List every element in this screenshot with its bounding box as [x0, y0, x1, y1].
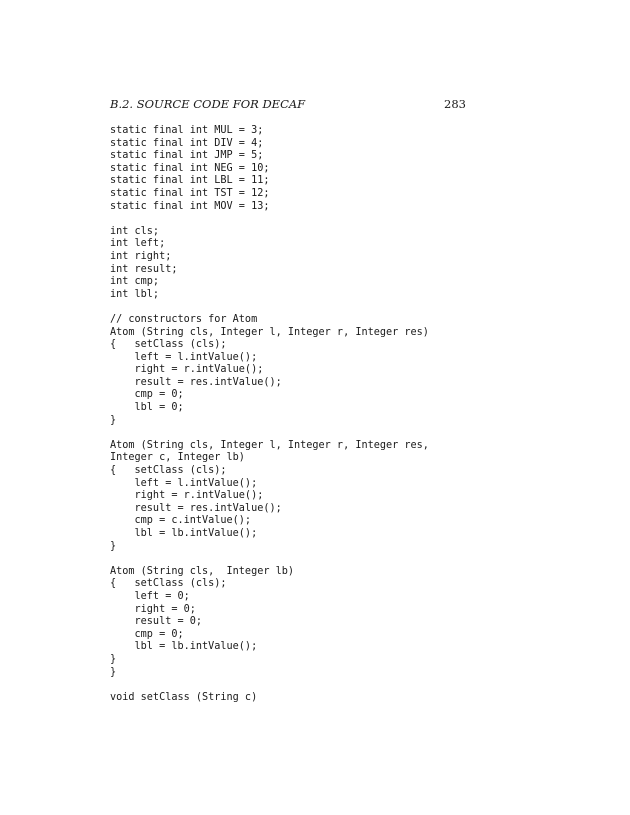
code-line: // constructors for Atom — [110, 313, 258, 325]
code-line: Atom (String cls, Integer l, Integer r, Integer res, — [110, 439, 429, 451]
code-line: result = res.intValue(); — [110, 502, 282, 514]
code-line: left = l.intValue(); — [110, 477, 258, 489]
code-line: int right; — [110, 250, 172, 262]
code-line: } — [110, 540, 117, 552]
code-line: { setClass (cls); — [110, 465, 227, 477]
code-line: lbl = lb.intValue(); — [110, 641, 258, 653]
code-line: int left; — [110, 238, 166, 250]
code-line: right = r.intValue(); — [110, 364, 264, 376]
code-line: static final int LBL = 11; — [110, 175, 270, 187]
code-line: lbl = 0; — [110, 402, 184, 414]
code-line: void setClass (String c) — [110, 691, 258, 703]
code-line: static final int MUL = 3; — [110, 125, 264, 136]
code-line: static final int TST = 12; — [110, 187, 270, 199]
code-listing — [110, 125, 429, 704]
page-number: 283 — [444, 97, 466, 111]
code-line: left = 0; — [110, 590, 190, 602]
code-line: left = l.intValue(); — [110, 351, 258, 363]
code-line: result = 0; — [110, 616, 203, 628]
code-line: int lbl; — [110, 288, 160, 300]
code-line: cmp = 0; — [110, 389, 184, 401]
code-line: static final int JMP = 5; — [110, 150, 264, 162]
code-line: right = 0; — [110, 603, 196, 615]
code-line: lbl = lb.intValue(); — [110, 528, 258, 539]
code-line: Atom (String cls, Integer lb) — [110, 565, 295, 577]
code-line — [110, 679, 429, 692]
code-line — [110, 301, 429, 314]
code-line: result = res.intValue(); — [110, 376, 282, 388]
code-line — [110, 553, 429, 566]
code-line: } — [110, 666, 117, 678]
code-line — [110, 427, 429, 440]
code-line: } — [110, 653, 117, 665]
code-line: int result; — [110, 263, 178, 275]
code-line: right = r.intValue(); — [110, 490, 264, 502]
code-line: static final int NEG = 10; — [110, 162, 270, 174]
code-line: cmp = 0; — [110, 628, 184, 640]
running-header-title: B.2. SOURCE CODE FOR DECAF — [110, 97, 306, 111]
code-line: int cls; — [110, 225, 160, 237]
page-header — [110, 97, 466, 115]
code-line — [110, 213, 429, 226]
code-line: int cmp; — [110, 276, 160, 288]
code-line: Atom (String cls, Integer l, Integer r, Integer res) — [110, 326, 429, 338]
code-line: static final int DIV = 4; — [110, 137, 264, 149]
code-line: { setClass (cls); — [110, 339, 227, 351]
code-line: static final int MOV = 13; — [110, 200, 270, 212]
code-line: { setClass (cls); — [110, 578, 227, 590]
code-line: cmp = c.intValue(); — [110, 515, 252, 527]
code-line: Integer c, Integer lb) — [110, 452, 245, 464]
code-line: } — [110, 414, 117, 426]
